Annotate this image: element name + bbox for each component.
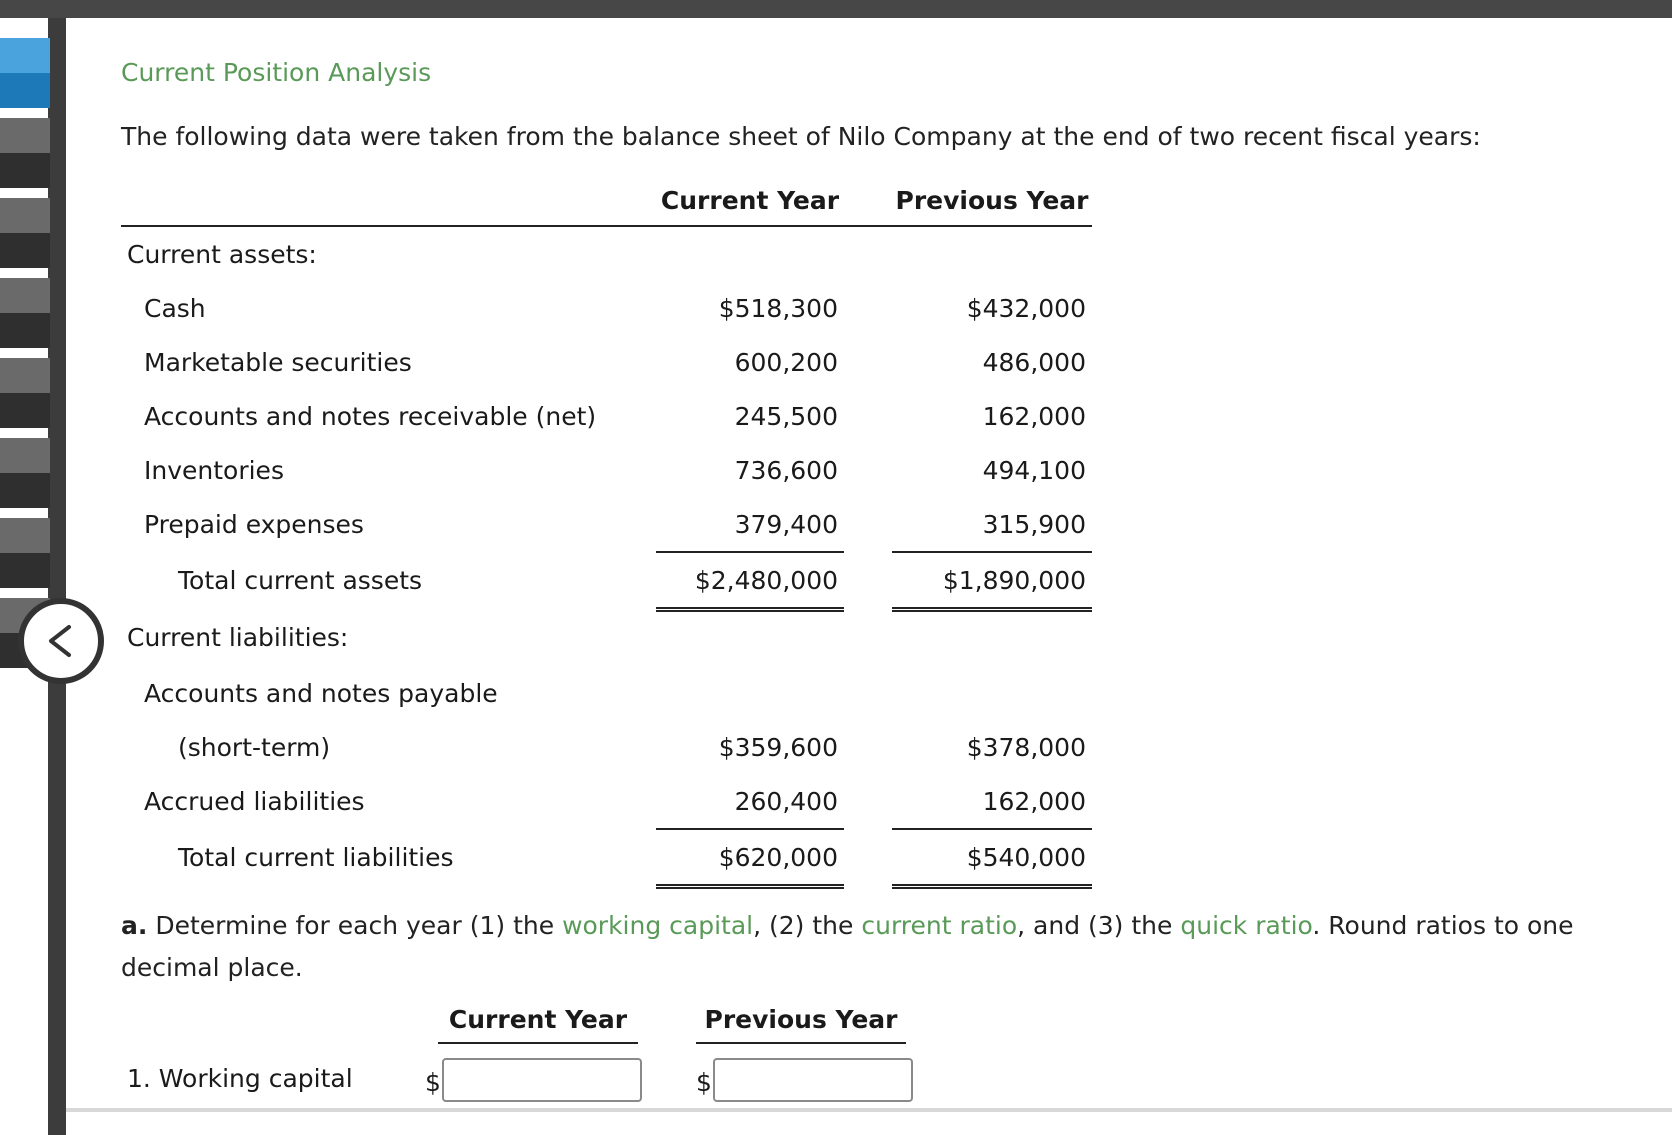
table-row — [121, 552, 1092, 610]
value-previous: 486,000 — [982, 347, 1086, 377]
row-label: Total current assets — [178, 566, 423, 596]
row-label: Accrued liabilities — [144, 787, 365, 816]
value-previous: 162,000 — [892, 774, 1092, 829]
question-part: . Round ratios to one decimal place. — [121, 911, 1574, 982]
chevron-left-icon — [41, 621, 81, 661]
value-previous: 162,000 — [982, 401, 1086, 431]
value-current: 736,600 — [734, 455, 838, 485]
value-current: $359,600 — [718, 732, 838, 762]
rail-tab-4[interactable] — [0, 278, 50, 348]
working-capital-current-input[interactable] — [442, 1058, 642, 1102]
rail-tab-2[interactable] — [0, 118, 50, 188]
row-label: (short-term) — [178, 732, 331, 762]
table-row — [121, 389, 1092, 443]
page-title: Current Position Analysis — [121, 58, 432, 87]
rail-tab-6[interactable] — [0, 438, 50, 508]
value-current: $620,000 — [656, 829, 844, 887]
value-current: 379,400 — [656, 497, 844, 552]
currency-symbol: $ — [696, 1068, 712, 1097]
row-label: Marketable securities — [144, 347, 412, 377]
table-row — [121, 335, 1092, 389]
question-prefix: a. — [121, 911, 148, 940]
answer-header-previous-year: Previous Year — [696, 1005, 906, 1044]
table-row — [121, 443, 1092, 497]
header-current-year: Current Year — [656, 175, 844, 226]
intro-text: The following data were taken from the balance sheet of Nilo Company at the end of two recent fiscal years: — [121, 122, 1481, 151]
row-label: Inventories — [144, 455, 284, 485]
working-capital-previous-input[interactable] — [713, 1058, 913, 1102]
back-button[interactable] — [18, 598, 104, 684]
balance-sheet-table — [121, 175, 1092, 889]
value-previous: 315,900 — [892, 497, 1092, 552]
term-working-capital[interactable]: working capital — [562, 911, 754, 940]
rail-tab-3[interactable] — [0, 198, 50, 268]
row-label: Cash — [144, 293, 206, 323]
currency-symbol: $ — [425, 1068, 441, 1097]
table-row — [121, 666, 1092, 720]
table-row — [121, 720, 1092, 774]
rail-tab-5[interactable] — [0, 358, 50, 428]
answer-header-current-year: Current Year — [438, 1005, 638, 1044]
rail-tab-1[interactable] — [0, 38, 50, 108]
row-label: Current assets: — [127, 239, 317, 269]
term-quick-ratio[interactable]: quick ratio — [1180, 911, 1313, 940]
row-label: Prepaid expenses — [144, 510, 364, 539]
term-current-ratio[interactable]: current ratio — [861, 911, 1018, 940]
left-rail — [0, 18, 66, 1135]
question-text — [121, 905, 1651, 989]
question-part: Determine for each year (1) the — [147, 911, 563, 940]
value-previous: $1,890,000 — [892, 552, 1092, 610]
row-label: Accounts and notes payable — [144, 678, 498, 708]
row-label: Current liabilities: — [127, 623, 349, 653]
top-bar — [0, 0, 1672, 18]
table-row — [121, 497, 1092, 552]
working-capital-label: 1. Working capital — [127, 1064, 353, 1093]
value-previous: $432,000 — [966, 293, 1086, 323]
value-current: $518,300 — [718, 293, 838, 323]
header-previous-year: Previous Year — [892, 175, 1092, 226]
table-row — [121, 774, 1092, 829]
table-row — [121, 829, 1092, 887]
bottom-edge — [66, 1108, 1672, 1112]
rail-bar — [48, 18, 66, 1135]
value-previous: $540,000 — [892, 829, 1092, 887]
value-previous: 494,100 — [982, 455, 1086, 485]
table-row — [121, 610, 1092, 667]
question-part: , (2) the — [753, 911, 862, 940]
table-row — [121, 281, 1092, 335]
row-label: Total current liabilities — [178, 843, 454, 873]
row-label: Accounts and notes receivable (net) — [144, 401, 597, 431]
value-previous: $378,000 — [966, 732, 1086, 762]
question-part: , and (3) the — [1017, 911, 1181, 940]
value-current: 600,200 — [734, 347, 838, 377]
value-current: 245,500 — [734, 401, 838, 431]
rail-tab-7[interactable] — [0, 518, 50, 588]
table-row — [121, 226, 1092, 281]
value-current: $2,480,000 — [656, 552, 844, 610]
value-current: 260,400 — [656, 774, 844, 829]
